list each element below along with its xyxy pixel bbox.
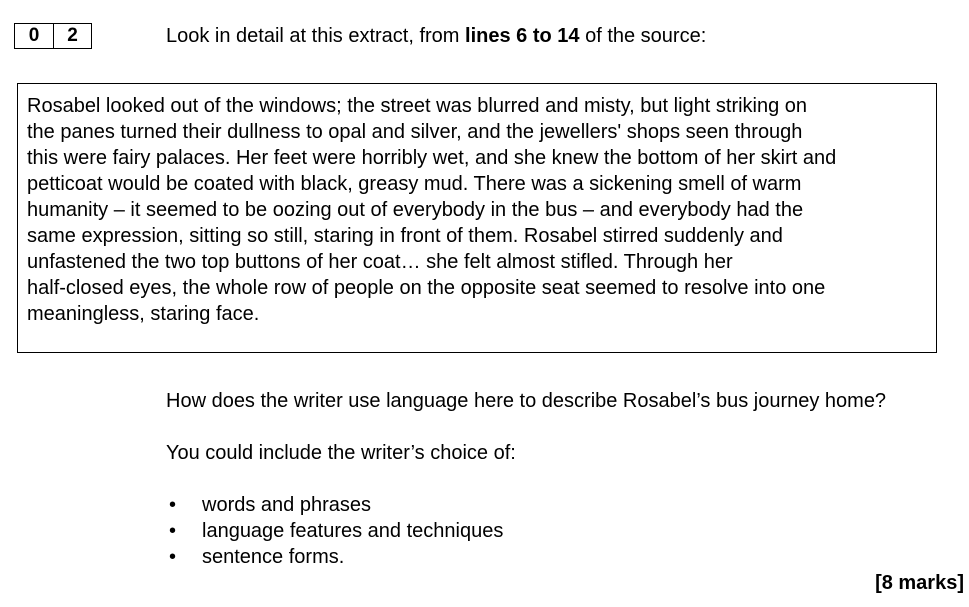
extract-line: unfastened the two top buttons of her coat… she felt almost stifled. Through her xyxy=(27,251,733,273)
list-item-label: sentence forms. xyxy=(202,546,345,568)
instruction-line-range: lines 6 to 14 xyxy=(465,25,580,47)
extract-line: same expression, sitting so still, staring in front of them. Rosabel stirred suddenly and xyxy=(27,225,783,247)
extract-line: meaningless, staring face. xyxy=(27,303,260,325)
extract-box xyxy=(17,83,937,353)
question-text: How does the writer use language here to describe Rosabel’s bus journey home? xyxy=(166,390,887,412)
marks-label: [8 marks] xyxy=(875,572,964,594)
extract-line: Rosabel looked out of the windows; the street was blurred and misty, but light striking on xyxy=(27,95,808,117)
bullet-list xyxy=(166,492,503,570)
list-item xyxy=(166,518,503,544)
instruction-suffix: of the source: xyxy=(579,25,707,47)
question-number-digit-2: 2 xyxy=(53,24,91,48)
instruction-text xyxy=(166,24,706,48)
list-item xyxy=(166,544,503,570)
bullet-icon: • xyxy=(169,494,177,516)
extract-line: petticoat would be coated with black, greasy mud. There was a sickening smell of warm xyxy=(27,173,802,195)
question-number-box xyxy=(14,23,92,49)
extract-line: half-closed eyes, the whole row of people on the opposite seat seemed to resolve into one xyxy=(27,277,826,299)
instruction-prefix: Look in detail at this extract, from xyxy=(166,25,466,47)
extract-line: this were fairy palaces. Her feet were horribly wet, and she knew the bottom of her skirt and xyxy=(27,147,837,169)
extract-line: humanity – it seemed to be oozing out of everybody in the bus – and everybody had the xyxy=(27,199,804,221)
list-item-label: language features and techniques xyxy=(202,520,504,542)
bullet-icon: • xyxy=(169,546,177,568)
list-item-label: words and phrases xyxy=(202,494,371,516)
question-number-digit-1: 0 xyxy=(28,25,40,46)
bullet-icon: • xyxy=(169,520,177,542)
extract-line: the panes turned their dullness to opal and silver, and the jewellers' shops seen through xyxy=(27,121,803,143)
list-item xyxy=(166,492,503,518)
extract-text xyxy=(27,93,927,327)
include-prompt: You could include the writer’s choice of: xyxy=(166,442,516,464)
